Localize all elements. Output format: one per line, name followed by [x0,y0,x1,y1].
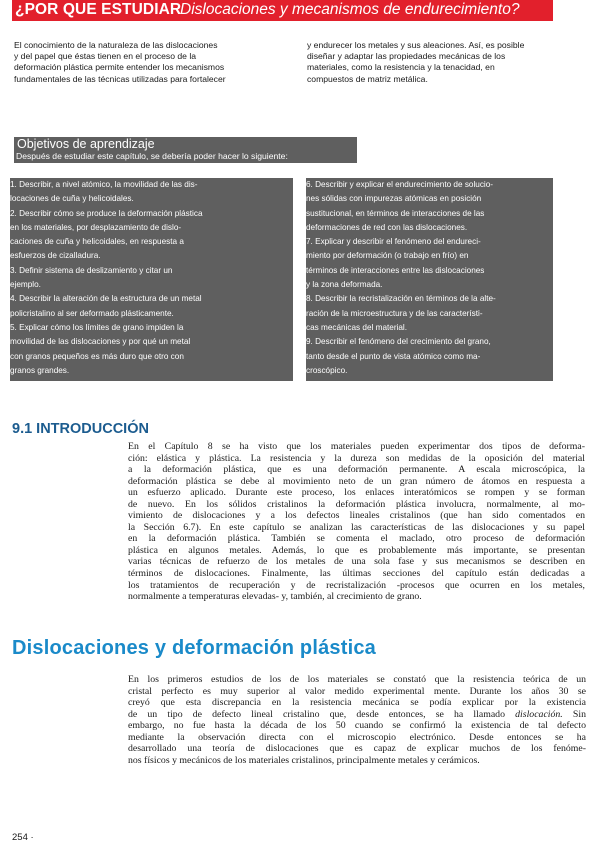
section-line-text: Sin [562,708,586,720]
why-line: y endurecer los metales y sus aleaciones. Así, es posible [307,40,525,50]
why-line: materiales, como la resistencia y la tenacidad, en [307,62,495,73]
section-line: embargo, no fue hasta la década de los 50 cuando se confirmó la existencia de tal defecto [128,720,586,732]
section-line: nos físicos y mecánicos de los materiales cristalinos, principalmente metales y cerámicos. [128,754,480,766]
page-number: 254 · [12,832,34,843]
objective-line: tanto desde el punto de vista atómico como ma- [306,352,481,361]
objective-line: ración de la microestructura y de las característi- [306,309,483,318]
why-line: compuestos de matriz metálica. [307,73,428,84]
intro-line: deformación plástica se debe al movimiento neto de un gran número de átomos en respuesta a [128,475,585,487]
objective-line: ejemplo. [10,280,41,289]
objectives-header [14,137,357,163]
intro-line: ción: elástica y plástica. La resistencia y la dureza son medidas de la oposición del material [128,452,585,464]
section-line [128,709,586,721]
intro-line: de nuevo. En los sólidos cristalinos la deformación plástica involucra, normalmente, al mo- [128,498,585,510]
objectives-subtitle: Después de estudiar este capítulo, se debería poder hacer lo siguiente: [16,151,288,161]
why-study-left-column [14,40,226,85]
banner-italic-text: Dislocaciones y mecanismos de endurecimiento? [180,1,520,18]
objective-line: términos de interacciones entre las dislocaciones [306,266,485,275]
objective-line: 2. Describir cómo se produce la deformación plástica [10,209,203,218]
section-line: creyó que esta discrepancia en la resistencia mecánica se podía explicar por la existencia [128,697,586,709]
intro-line: términos de dislocaciones. Finalmente, las últimas secciones del capítulo están dedicadas a [128,568,585,580]
why-study-right-column [307,40,524,85]
objective-line: 6. Describir y explicar el endurecimiento de solucio- [306,180,494,189]
objective-line: 7. Explicar y describir el fenómeno del endureci- [306,237,481,246]
section-line: cristal perfecto es muy superior al valor medido experimental mente. Durante los años 30 se [128,685,586,697]
intro-line: a la deformación plástica, que es una deformación permanente. A escala microscópica, la [128,464,585,476]
objective-line: locaciones de cuña y helicoidales. [10,194,134,203]
objective-line: 8. Describir la recristalización en términos de la alte- [306,294,496,303]
intro-line: varias técnicas de refuerzo de los metales de una sola fase y sus mecanismos se describen en [128,556,585,568]
objective-line: 9. Describir el fenómeno del crecimiento del grano, [306,337,491,346]
objective-line: 4. Describir la alteración de la estructura de un metal [10,294,202,303]
objective-line: movilidad de las dislocaciones y por qué un metal [10,337,191,346]
intro-line: normalmente a temperaturas elevadas- y, también, al crecimiento de grano. [128,591,422,603]
objective-line: 5. Explicar cómo los límites de grano impiden la [10,323,184,332]
why-line: El conocimiento de la naturaleza de las dislocaciones [14,40,218,50]
banner-bold-text: ¿POR QUE ESTUDIAR [15,1,182,18]
intro-heading: 9.1 INTRODUCCIÓN [12,421,149,437]
objective-line: sustitucional, en términos de interacciones de las [306,209,485,218]
intro-line: En el Capítulo 8 se ha visto que los materiales pueden experimentar dos tipos de deforma- [128,441,585,452]
intro-line: en la deformación plástica. También se comenta el maclado, otro proceso de deformación [128,533,585,545]
section-heading: Dislocaciones y deformación plástica [12,637,376,659]
objective-line: 3. Definir sistema de deslizamiento y citar un [10,266,173,275]
section-line-text: de un tipo de defecto lineal cristalino que, desde entonces, se ha llamado [128,708,516,720]
section-line: En los primeros estudios de los de los materiales se constató que la resistencia teórica de un [128,674,586,685]
intro-paragraph [128,441,585,603]
objectives-title: Objetivos de aprendizaje [17,137,155,151]
intro-line: un esfuerzo aplicado. Durante este proceso, los enlaces interatómicos se rompen y se forman [128,487,585,499]
objective-line: nes sólidas con impurezas atómicas en posición [306,194,482,203]
intro-line: la Sección 6.7). En este capítulo se analizan las características de las dislocaciones y su papel [128,521,585,533]
objectives-right-box [306,178,553,381]
objective-line: esfuerzos de cizalladura. [10,251,101,260]
chapter-banner [12,0,553,21]
intro-line: vimiento de dislocaciones y a los defectos lineales cristalinos (que han sido comentados en [128,510,585,522]
objective-line: 1. Describir, a nivel atómico, la movilidad de las dis- [10,180,198,189]
section-line: desarrollado una teoría de dislocaciones que es capaz de explicar muchos de los fenóme- [128,743,586,755]
section-paragraph [128,674,586,766]
objective-line: miento por deformación (o trabajo en frío) en [306,251,469,260]
why-line: fundamentales de las técnicas utilizadas para fortalecer [14,73,226,84]
intro-line: los tratamientos de recuperación y de recristalización -procesos que ocurren en los metales, [128,579,585,591]
objective-line: croscópico. [306,366,348,375]
intro-line: plástica en algunos metales. Además, lo que es probablemente más importante, se presentan [128,544,585,556]
why-line: deformación plástica permite entender los mecanismos [14,62,225,73]
section-line: mediante la observación directa con el microscopio electrónico. Desde entonces se ha [128,731,586,743]
objective-line: en los materiales, por desplazamiento de dislo- [10,223,182,232]
objective-line: con granos pequeños es más duro que otro con [10,352,184,361]
dislocation-term: dislocación. [515,708,563,720]
why-line: diseñar y adaptar las propiedades mecánicas de los [307,51,506,62]
objective-line: cas mecánicas del material. [306,323,408,332]
objective-line: y la zona deformada. [306,280,383,289]
objective-line: granos grandes. [10,366,70,375]
objective-line: deformaciones de red con las dislocaciones. [306,223,468,232]
objective-line: caciones de cuña y helicoidales, en respuesta a [10,237,184,246]
objective-line: policristalino al ser deformado plásticamente. [10,309,174,318]
why-line: y del papel que éstas tienen en el proceso de la [14,51,197,62]
objectives-left-box [10,178,293,381]
